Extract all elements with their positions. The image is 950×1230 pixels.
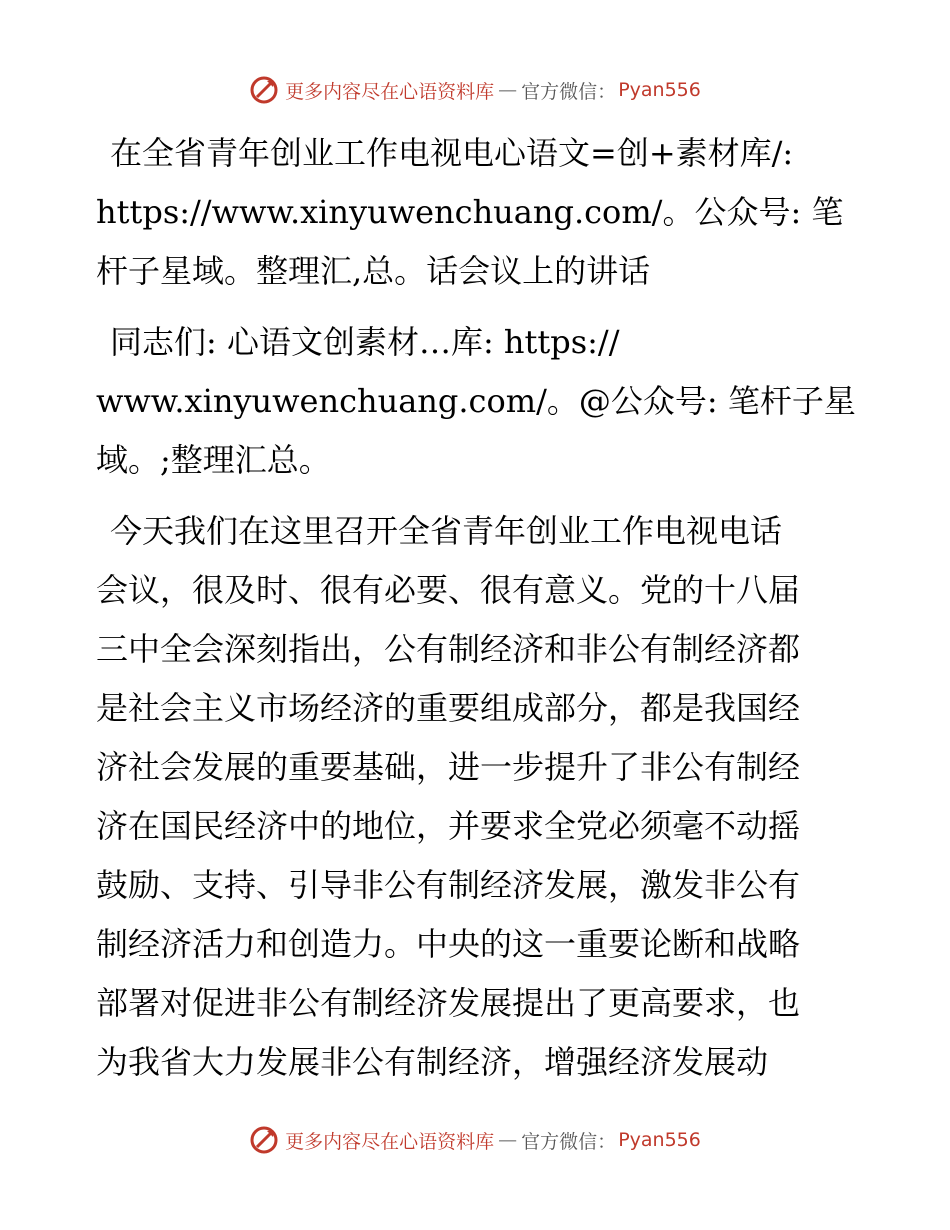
quill-logo-icon <box>249 1125 279 1155</box>
text-line: 在全省青年创业工作电视电心语文=创+素材库/: <box>110 134 794 172</box>
text-line: www.xinyuwenchuang.com/。@公众号: 笔杆子星 <box>96 382 856 420</box>
text-line: 鼓励、支持、引导非公有制经济发展，激发非公有 <box>96 866 801 904</box>
text-line: 济社会发展的重要基础，进一步提升了非公有制经 <box>96 748 801 786</box>
footer-banner <box>0 1120 950 1160</box>
footer-separator: — <box>498 1129 518 1151</box>
text-line: 制经济活力和创造力。中央的这一重要论断和战略 <box>96 925 801 963</box>
footer-brand-text: 更多内容尽在心语资料库 <box>285 1130 495 1153</box>
paragraph-2 <box>96 313 856 490</box>
paragraph-3 <box>96 502 856 1092</box>
text-line: 济在国民经济中的地位，并要求全党必须毫不动摇 <box>96 807 801 845</box>
text-line: 域。;整理汇总。 <box>96 441 331 479</box>
footer-wechat-id: Pyan556 <box>618 1129 701 1151</box>
text-line: 部署对促进非公有制经济发展提出了更高要求，也 <box>96 984 801 1022</box>
header-brand-text: 更多内容尽在心语资料库 <box>285 80 495 103</box>
header-banner <box>0 70 950 110</box>
header-separator: — <box>498 79 518 101</box>
text-line: 是社会主义市场经济的重要组成部分，都是我国经 <box>96 689 801 727</box>
quill-logo-icon <box>249 75 279 105</box>
text-line: 杆子星域。整理汇,总。话会议上的讲话 <box>96 252 651 290</box>
text-line: 同志们: 心语文创素材…库: https:// <box>110 323 620 361</box>
footer-wechat-label: 官方微信： <box>521 1130 617 1153</box>
text-line: 今天我们在这里召开全省青年创业工作电视电话 <box>110 512 783 550</box>
text-line: 会议，很及时、很有必要、很有意义。党的十八届 <box>96 571 801 609</box>
paragraph-1 <box>96 124 856 301</box>
header-wechat-label: 官方微信： <box>521 80 617 103</box>
text-line: 为我省大力发展非公有制经济，增强经济发展动 <box>96 1043 769 1081</box>
header-wechat-id: Pyan556 <box>618 79 701 101</box>
text-line: https://www.xinyuwenchuang.com/。公众号: 笔 <box>96 193 844 231</box>
text-line: 三中全会深刻指出，公有制经济和非公有制经济都 <box>96 630 801 668</box>
document-body <box>96 124 856 1104</box>
